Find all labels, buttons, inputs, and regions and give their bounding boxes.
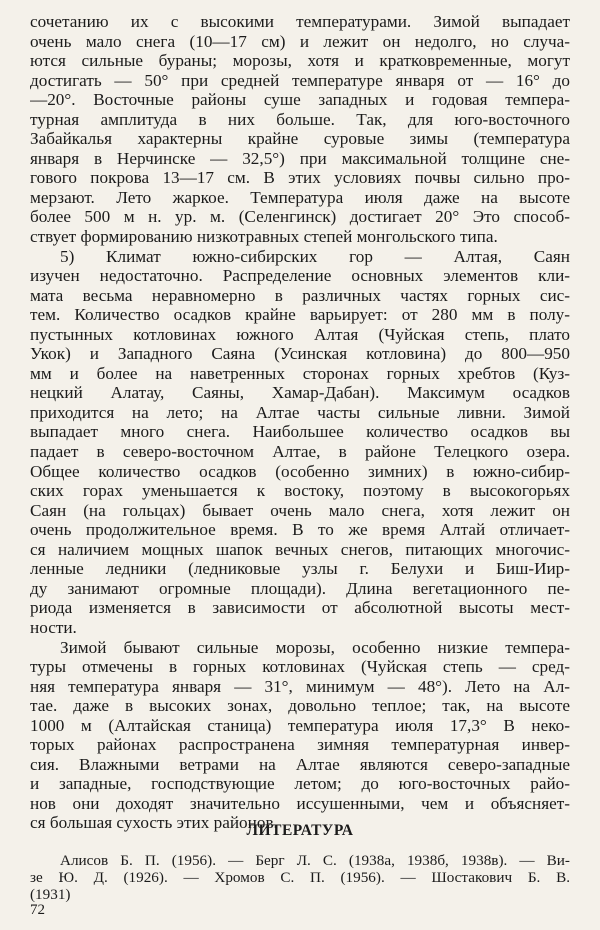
text-line: ся наличием мощных шапок вечных снегов, питающих многочис- bbox=[30, 539, 570, 559]
reference-line: зе Ю. Д. (1926). — Хромов С. П. (1956). — Шостакович Б. В. bbox=[30, 869, 570, 886]
text-line: туры отмечены в горных котловинах (Чуйская степь — сред- bbox=[30, 657, 570, 677]
text-line: гового покрова 13—17 см. В этих условиях почвы сильно про- bbox=[30, 168, 570, 188]
text-line: очень мало снега (10—17 см) и лежит он недолго, но случа- bbox=[30, 31, 570, 51]
text-line: очень продолжительное время. В то же время Алтай отличает- bbox=[30, 520, 570, 540]
text-line: ду занимают огромные площади). Длина вегетационного пе- bbox=[30, 578, 570, 598]
text-line: мата весьма неравномерно в различных частях горных сис- bbox=[30, 285, 570, 305]
text-line: ских горах уменьшается к востоку, поэтому в высокогорьях bbox=[30, 481, 570, 501]
text-line: 5) Климат южно-сибирских гор — Алтая, Саян bbox=[60, 246, 570, 266]
text-line: сочетанию их с высокими температурами. Зимой выпадает bbox=[30, 12, 570, 31]
reference-line: (1931) bbox=[30, 886, 71, 903]
text-line: риода изменяется в зависимости от абсолютной высоты мест- bbox=[30, 598, 570, 618]
text-line: —20°. Восточные районы суше западных и годовая темпера- bbox=[30, 90, 570, 110]
text-line: 1000 м (Алтайская станица) температура июля 17,3° В неко- bbox=[30, 715, 570, 735]
text-line: изучен недостаточно. Распределение основных элементов кли- bbox=[30, 266, 570, 286]
text-line: тем. Количество осадков крайне варьирует: от 280 мм в полу- bbox=[30, 305, 570, 325]
text-line: Общее количество осадков (особенно зимних) в южно-сибир- bbox=[30, 461, 570, 481]
text-line: ствует формированию низкотравных степей монгольского типа. bbox=[30, 227, 498, 247]
text-line: Забайкалья характерны крайне суровые зимы (температура bbox=[30, 129, 570, 149]
text-line: выпадает много снега. Наибольшее количество осадков вы bbox=[30, 422, 570, 442]
text-line: приходится на лето; на Алтае часты сильные ливни. Зимой bbox=[30, 402, 570, 422]
text-line: Укок) и Западного Саяна (Усинская котловина) до 800—950 bbox=[30, 344, 570, 364]
text-line: тае. даже в высоких зонах, довольно теплое; так, на высоте bbox=[30, 696, 570, 716]
text-line: достигать — 50° при средней температуре января от — 16° до bbox=[30, 70, 570, 90]
text-line: Зимой бывают сильные морозы, особенно низкие темпера- bbox=[60, 637, 570, 657]
text-line: ленные ледники (ледниковые узлы г. Белухи и Биш-Иир- bbox=[30, 559, 570, 579]
text-line: торых районах распространена зимняя температурная инвер- bbox=[30, 735, 570, 755]
text-line: ности. bbox=[30, 617, 77, 637]
text-line: турная амплитуда в них больше. Так, для юго-восточного bbox=[30, 109, 570, 129]
text-line: нецкий Алатау, Саяны, Хамар-Дабан). Максимум осадков bbox=[30, 383, 570, 403]
page-number: 72 bbox=[30, 902, 45, 918]
text-line: января в Нерчинске — 32,5°) при максимальной толщине сне- bbox=[30, 148, 570, 168]
text-line: падает в северо-восточном Алтае, в районе Телецкого озера. bbox=[30, 442, 570, 462]
text-line: мм и более на наветренных сторонах горных хребтов (Куз- bbox=[30, 363, 570, 383]
text-line: няя температура января — 31°, минимум — 48°). Лето на Ал- bbox=[30, 676, 570, 696]
references bbox=[30, 852, 570, 903]
text-line: сия. Влажными ветрами на Алтае являются северо-западные bbox=[30, 754, 570, 774]
text-line: Саян (на гольцах) бывает очень мало снега, хотя лежит он bbox=[30, 500, 570, 520]
text-line: и западные, господствующие летом; до юго-восточных райо- bbox=[30, 774, 570, 794]
text-line: пустынных котловинах южного Алтая (Чуйская степь, плато bbox=[30, 324, 570, 344]
text-line: ся большая сухость этих районов. bbox=[30, 813, 278, 833]
reference-line: Алисов Б. П. (1956). — Берг Л. С. (1938а, 1938б, 1938в). — Ви- bbox=[60, 852, 570, 869]
text-line: ются сильные бураны; морозы, хотя и кратковременные, могут bbox=[30, 51, 570, 71]
text-line: более 500 м н. ур. м. (Селенгинск) достигает 20° Это способ- bbox=[30, 207, 570, 227]
text-line: нов они доходят значительно иссушенными, чем и объясняет- bbox=[30, 793, 570, 813]
section-heading: ЛИТЕРАТУРА bbox=[246, 822, 354, 839]
text-line: мерзают. Лето жаркое. Температура июля даже на высоте bbox=[30, 187, 570, 207]
main-text bbox=[30, 12, 570, 833]
